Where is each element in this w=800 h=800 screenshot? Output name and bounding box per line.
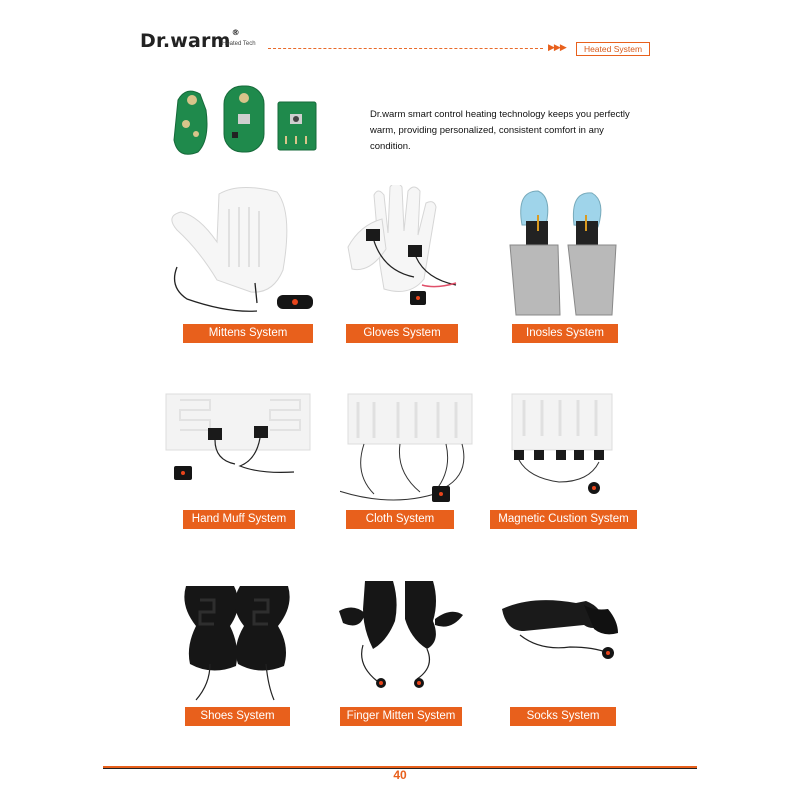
finger-mitten-image	[335, 575, 470, 695]
gloves-image	[340, 185, 470, 320]
pcb-board-2	[224, 86, 264, 152]
section-title: Heated System	[576, 42, 650, 56]
brand-logo: Dr.warm®	[140, 28, 240, 52]
arrows-icon: ▶▶▶	[548, 42, 566, 52]
mittens-image	[165, 185, 320, 320]
insoles-image	[500, 185, 625, 320]
shoes-image	[180, 580, 300, 705]
header-divider	[268, 48, 543, 49]
cloth-image	[340, 390, 475, 505]
hand-muff-image	[160, 390, 315, 490]
magnetic-cushion-image	[508, 390, 618, 495]
shoes-system-label: Shoes System	[185, 707, 290, 726]
controller-boards-image	[170, 82, 330, 157]
pcb-board-1	[174, 91, 207, 154]
brand-tagline: Heated Tech	[222, 41, 256, 47]
pcb-board-3	[278, 102, 316, 150]
magnetic-cushion-system-label: Magnetic Custion System	[490, 510, 637, 529]
socks-image	[498, 595, 628, 665]
cloth-system-label: Cloth System	[346, 510, 454, 529]
socks-system-label: Socks System	[510, 707, 616, 726]
intro-text: Dr.warm smart control heating technology keeps you perfectly warm, providing personalized, consistent comfort in any condition.	[370, 109, 630, 152]
gloves-system-label: Gloves System	[346, 324, 458, 343]
hand-muff-system-label: Hand Muff System	[183, 510, 295, 529]
insoles-system-label: Inosles System	[512, 324, 618, 343]
finger-mitten-system-label: Finger Mitten System	[340, 707, 462, 726]
page-number: 40	[393, 768, 407, 782]
mittens-system-label: Mittens System	[183, 324, 313, 343]
